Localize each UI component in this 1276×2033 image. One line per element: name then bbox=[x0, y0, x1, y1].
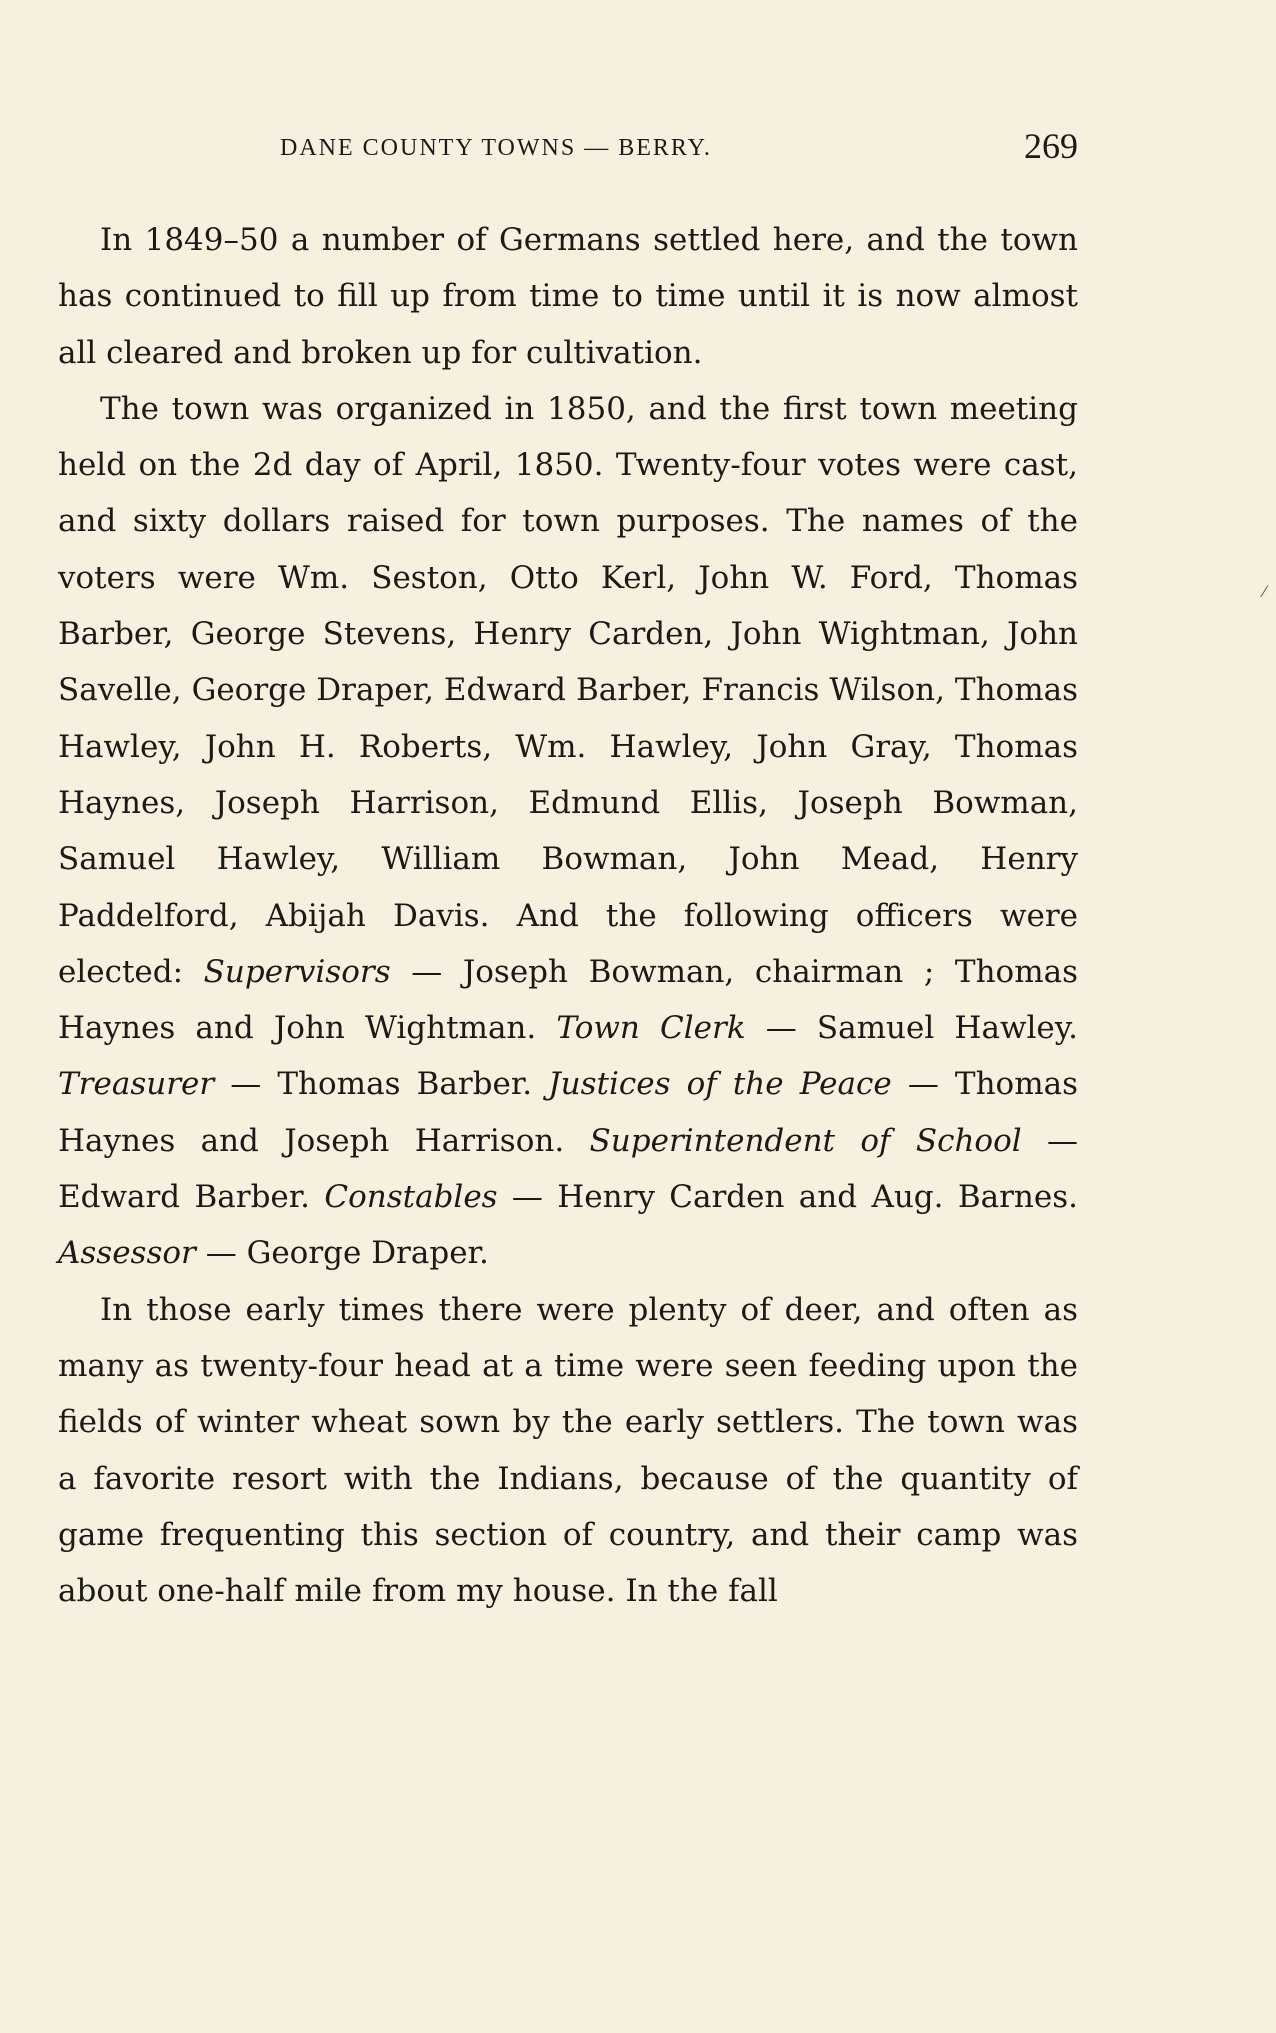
assessor-name: — George Draper. bbox=[195, 1235, 489, 1272]
office-treasurer: Treasurer bbox=[58, 1066, 215, 1103]
justices-names: — Thomas Haynes and Joseph Harrison. bbox=[58, 1066, 1079, 1159]
town-clerk-name: — Samuel Hawley. bbox=[745, 1010, 1078, 1047]
page-number: 269 bbox=[1024, 126, 1078, 166]
organization-text: The town was organized in 1850, and the first town meeting held on the 2d day of April, 1850. Twenty-four votes were cast, and sixty dollars raised for town purposes. The names of the voters were Wm. Seston, Otto Kerl, John W. Ford, Thomas Barber, George Stevens, Henry Carden, John Wightman, John Savelle, George Draper, Edward Barber, Francis Wilson, Thomas Hawley, John H. Roberts, Wm. Hawley, John Gray, Thomas Haynes, Joseph Harrison, Edmund Ellis, Joseph Bowman, Samuel Hawley, William Bowman, John Mead, Henry Paddelford, Abijah Davis. And the following officers were elected: bbox=[58, 390, 1078, 990]
office-assessor: Assessor bbox=[58, 1235, 196, 1272]
paragraph-deer-and-indians: In those early times there were plenty of deer, and often as many as twenty-four head at a time were seen feeding upon the fields of winter wheat sown by the early settlers. The town was a favorite resort with the Indians, because of the quantity of game frequenting this section of country, and their camp was about one-half mile from my house. In the fall bbox=[58, 1291, 1078, 1610]
paragraph-settlement: In 1849–50 a number of Germans settled here, and the town has continued to fill up from time to time until it is now almost all cleared and broken up for cultivation. bbox=[58, 222, 1078, 371]
supervisors-names: — Joseph Bowman, chairman ; Thomas Haynes and John Wightman. bbox=[58, 953, 1078, 1047]
office-supervisors: Supervisors bbox=[203, 953, 391, 990]
page-header bbox=[58, 125, 1078, 169]
page-body bbox=[58, 212, 1078, 1619]
treasurer-name: — Thomas Barber. bbox=[214, 1066, 549, 1103]
margin-mark: ⁄ bbox=[1263, 582, 1266, 601]
office-town-clerk: Town Clerk bbox=[556, 1010, 746, 1047]
paragraph-town-organization bbox=[58, 381, 1078, 1282]
office-superintendent: Superintendent of School bbox=[589, 1122, 1022, 1159]
office-justices: Justices of the Peace bbox=[548, 1066, 892, 1103]
office-constables: Constables bbox=[324, 1179, 498, 1216]
superintendent-name: — Edward Barber. bbox=[58, 1122, 1079, 1216]
constables-names: — Henry Carden and Aug. Barnes. bbox=[497, 1179, 1078, 1216]
running-title: DANE COUNTY TOWNS — BERRY. bbox=[280, 135, 712, 161]
